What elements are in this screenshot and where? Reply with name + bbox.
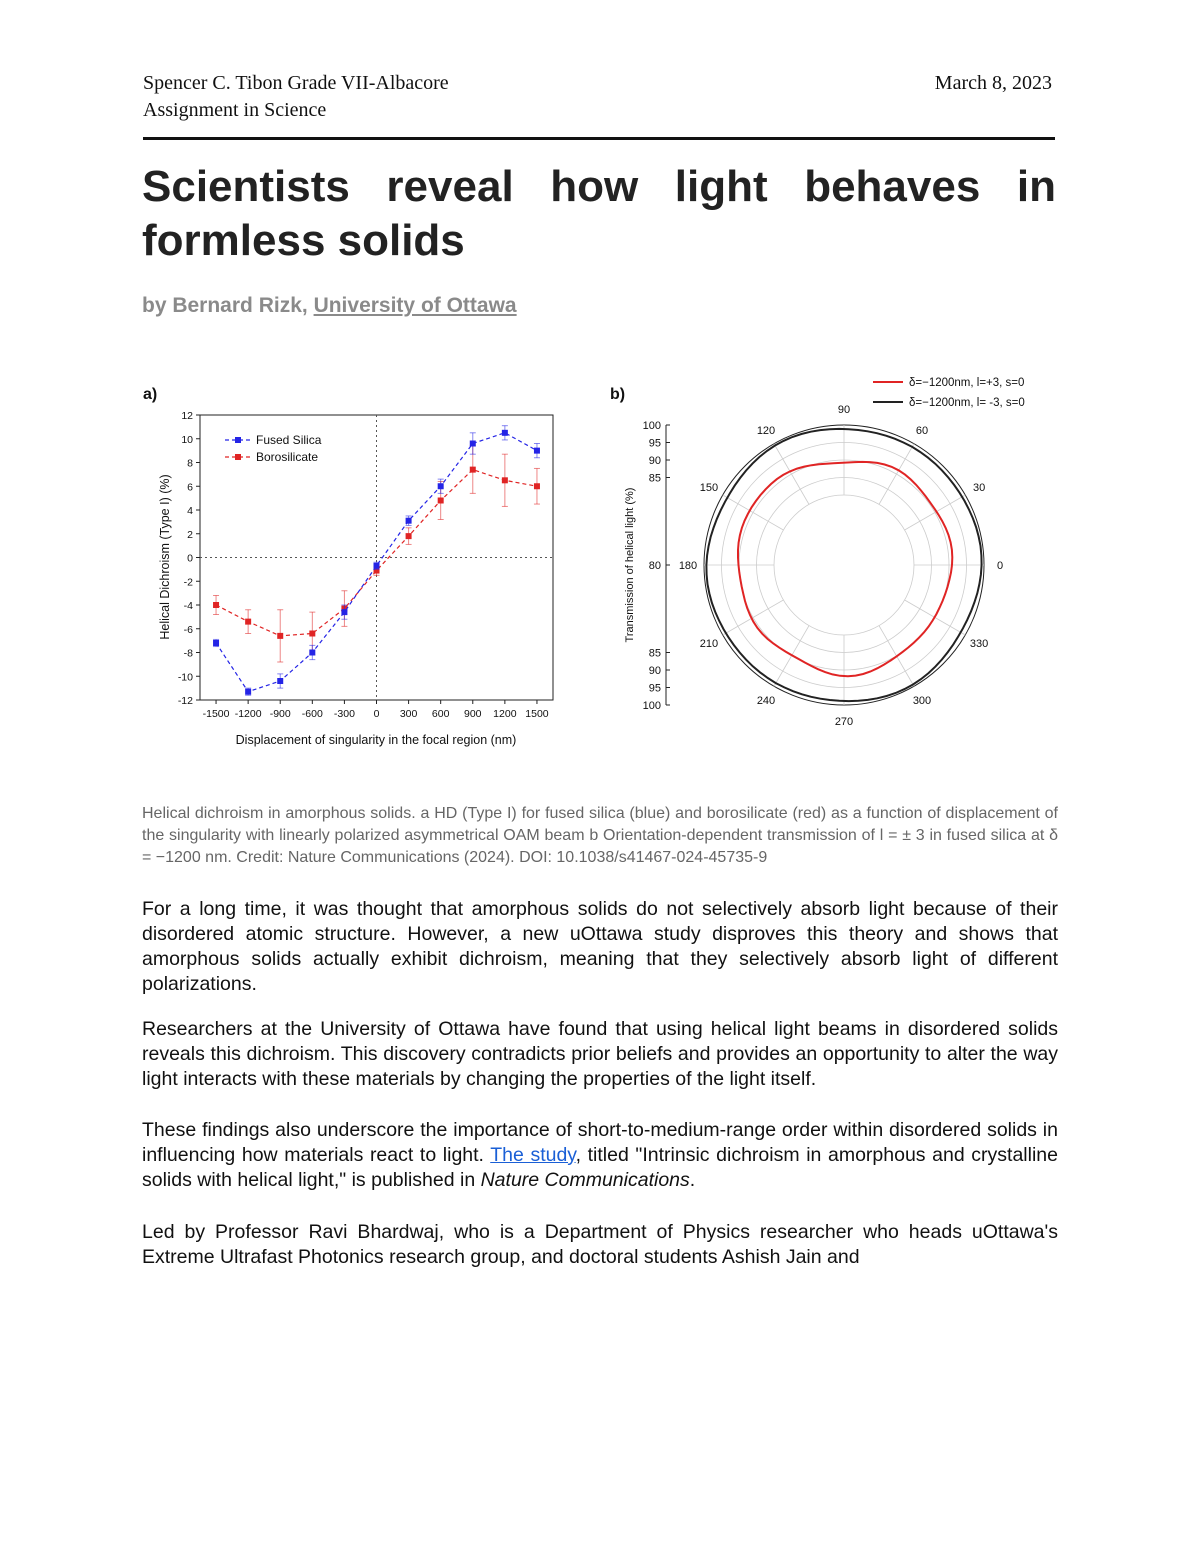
legend-borosilicate-label: Borosilicate xyxy=(256,450,319,464)
fused-silica-point xyxy=(374,563,380,569)
x-tick-label: 0 xyxy=(373,708,380,720)
panel-b-chart xyxy=(610,377,1025,728)
byline-organization-link[interactable]: University of Ottawa xyxy=(313,294,517,317)
fused-silica-point xyxy=(470,441,476,447)
panel-b-radial-axis xyxy=(643,420,670,712)
paragraph-3 xyxy=(142,1118,1058,1193)
fused-silica-point xyxy=(309,650,315,656)
date: March 8, 2023 xyxy=(934,72,1052,94)
panel-b-polar-grid xyxy=(679,404,1003,728)
y-tick-label: -4 xyxy=(183,600,193,612)
legend-l-plus3-label: δ=−1200nm, l=+3, s=0 xyxy=(909,377,1025,389)
x-tick-label: 1500 xyxy=(525,708,549,720)
borosilicate-point xyxy=(502,477,508,483)
angle-tick-label: 270 xyxy=(834,716,854,728)
borosilicate-point xyxy=(534,483,540,489)
radial-tick-label: 85 xyxy=(648,647,661,660)
y-tick-label: -12 xyxy=(177,695,193,707)
panel-b-label: b) xyxy=(610,386,626,403)
figure-caption: Helical dichroism in amorphous solids. a HD (Type I) for fused silica (blue) and borosilicate (red) as a function of displacement of the singularity with linearly polarized asymmetrical OAM beam b Orientation-dependent transmission of l = ± 3 in fused silica at δ = −1200 nm. Credit: Nature Communications (2024). DOI: 10.1038/s41467-024-45735-9 xyxy=(142,805,1058,866)
fused-silica-point xyxy=(406,518,412,524)
paragraph-2: Researchers at the University of Ottawa have found that using helical light beams in disordered solids reveals this dichroism. This discovery contradicts prior beliefs and provides an opportunity to alter the way light interacts with these materials by changing the properties of the light itself. xyxy=(142,1018,1058,1090)
panel-b-y-label: Transmission of helical light (%) xyxy=(624,487,636,643)
radial-tick-label: 95 xyxy=(648,437,661,450)
fused-silica-point xyxy=(341,609,347,615)
angle-tick-label: 120 xyxy=(756,424,776,437)
study-link[interactable]: The study xyxy=(490,1144,576,1166)
x-tick-label: 300 xyxy=(399,708,418,720)
y-tick-label: 4 xyxy=(187,505,193,517)
angle-tick-label: 240 xyxy=(756,695,776,708)
fused-silica-point xyxy=(534,448,540,454)
y-tick-label: 0 xyxy=(187,552,193,565)
fused-silica-point xyxy=(502,430,508,436)
panel-a-label: a) xyxy=(143,386,158,403)
fused-silica-point xyxy=(438,483,444,489)
panel-a-x-axis xyxy=(203,700,549,720)
x-tick-label: -1200 xyxy=(234,708,262,720)
y-tick-label: -10 xyxy=(177,671,193,684)
x-tick-label: -600 xyxy=(301,708,323,720)
borosilicate-point xyxy=(213,602,219,608)
radial-tick-label: 85 xyxy=(648,472,661,485)
angle-tick-label: 30 xyxy=(972,482,986,494)
y-tick-label: 2 xyxy=(187,528,193,541)
subject-line: Assignment in Science xyxy=(143,99,327,121)
polar-ring xyxy=(774,495,914,635)
x-tick-label: 600 xyxy=(431,708,450,720)
journal-name: Nature Communications xyxy=(480,1169,690,1191)
paragraph-3-part-2: , titled "Intrinsic dichroism in amorphous and crystalline solids with helical light," is published in xyxy=(142,1144,1058,1191)
fused-silica-point xyxy=(277,678,283,684)
panel-a-chart xyxy=(143,386,553,747)
y-tick-label: 6 xyxy=(187,481,193,494)
y-tick-label: -8 xyxy=(183,647,193,660)
y-tick-label: 10 xyxy=(181,433,193,446)
borosilicate-point xyxy=(406,533,412,539)
legend-fused-silica-label: Fused Silica xyxy=(256,433,322,447)
angle-tick-label: 210 xyxy=(699,638,719,650)
x-tick-label: -300 xyxy=(333,708,355,720)
panel-a-x-label: Displacement of singularity in the focal region (nm) xyxy=(235,733,517,747)
radial-tick-label: 100 xyxy=(642,420,661,432)
series-l-plus3-curve xyxy=(738,462,952,676)
paragraph-3-part-1: These findings also underscore the importance of short-to-medium-range order within disordered solids in influencing how materials react to light. xyxy=(142,1119,1058,1166)
y-tick-label: 12 xyxy=(181,410,193,422)
borosilicate-point xyxy=(245,619,251,625)
borosilicate-point xyxy=(470,467,476,473)
borosilicate-point xyxy=(277,633,283,639)
header-rule xyxy=(143,137,1055,140)
radial-tick-label: 90 xyxy=(648,455,661,467)
radial-tick-label: 90 xyxy=(648,665,661,677)
byline xyxy=(142,294,517,318)
paragraph-1: For a long time, it was thought that amorphous solids do not selectively absorb light because of their disordered atomic structure. However, a new uOttawa study disproves this theory and shows that amorphous solids actually exhibit dichroism, meaning that they selectively absorb light of different polarizations. xyxy=(142,898,1058,995)
panel-a-y-label: Helical Dichroism (Type I) (%) xyxy=(158,474,172,640)
x-tick-label: 900 xyxy=(464,708,482,720)
legend-l-minus3-label: δ=−1200nm, l= -3, s=0 xyxy=(909,397,1025,409)
paragraph-4: Led by Professor Ravi Bhardwaj, who is a Department of Physics researcher who heads uOttawa's Extreme Ultrafast Photonics research group, and doctoral students Ashish Jain and xyxy=(142,1221,1058,1268)
x-tick-label: -1500 xyxy=(202,708,230,720)
angle-tick-label: 150 xyxy=(699,482,719,494)
panel-a-reference-lines xyxy=(200,415,553,700)
angle-tick-label: 180 xyxy=(678,560,698,572)
figure xyxy=(143,365,1063,755)
y-tick-label: 8 xyxy=(187,457,193,470)
borosilicate-point xyxy=(438,498,444,504)
fused-silica-point xyxy=(213,640,219,646)
y-tick-label: -2 xyxy=(183,576,193,589)
legend-borosilicate-marker xyxy=(235,454,241,460)
angle-tick-label: 60 xyxy=(915,424,929,437)
paragraph-3-part-3: . xyxy=(689,1169,696,1191)
angle-tick-label: 90 xyxy=(837,404,851,416)
x-tick-label: -900 xyxy=(269,708,291,720)
borosilicate-point xyxy=(309,631,315,637)
angle-tick-label: 300 xyxy=(912,695,932,708)
radial-tick-label: 80 xyxy=(648,560,661,572)
x-tick-label: 1200 xyxy=(493,708,517,720)
panel-a-legend xyxy=(225,433,322,464)
student-line: Spencer C. Tibon Grade VII-Albacore xyxy=(143,72,449,94)
polar-ring xyxy=(757,478,932,653)
byline-author: by Bernard Rizk, xyxy=(142,294,314,317)
angle-tick-label: 0 xyxy=(996,560,1004,572)
radial-tick-label: 95 xyxy=(648,682,661,695)
panel-a-y-axis xyxy=(178,410,200,707)
fused-silica-point xyxy=(245,689,251,695)
angle-tick-label: 330 xyxy=(969,638,989,650)
radial-tick-label: 100 xyxy=(642,700,661,712)
legend-fused-silica-marker xyxy=(235,437,241,443)
article-title: Scientists reveal how light behaves in formless solids xyxy=(142,162,1056,265)
y-tick-label: -6 xyxy=(183,623,193,636)
panel-b-legend xyxy=(873,377,1025,409)
